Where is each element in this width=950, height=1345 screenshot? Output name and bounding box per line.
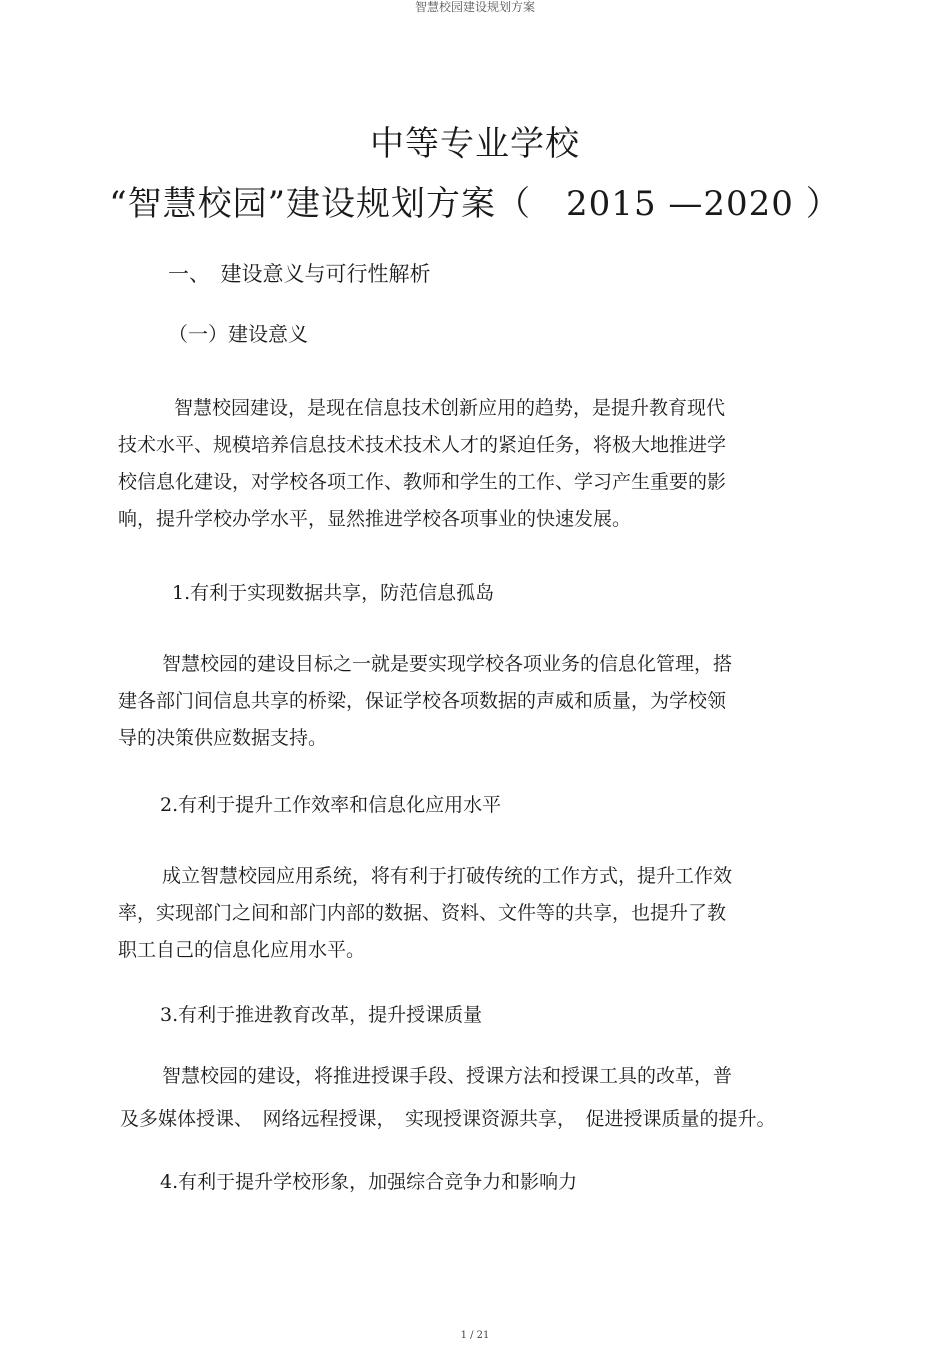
page-number: 1 / 21 <box>460 1330 490 1341</box>
paragraph-line: 智慧校园建设，是现在信息技术创新应用的趋势，是提升教育现代 <box>174 397 726 419</box>
section-heading-1: 一、 建设意义与可行性解析 <box>168 262 431 286</box>
paragraph-line: 智慧校园的建设目标之一就是要实现学校各项业务的信息化管理，搭 <box>162 653 733 675</box>
paragraph-line: 及多媒体授课、 网络远程授课， 实现授课资源共享， 促进授课质量的提升。 <box>120 1108 776 1130</box>
paragraph-line: 建各部门间信息共享的桥梁，保证学校各项数据的声威和质量，为学校领 <box>118 690 727 712</box>
paragraph-line: 职工自己的信息化应用水平。 <box>118 939 366 961</box>
document-title-line2: “智慧校园”建设规划方案（ 2015 —2020 ） <box>109 184 841 224</box>
point-heading-4: 4.有利于提升学校形象，加强综合竞争力和影响力 <box>160 1171 578 1193</box>
point-heading-1: 1.有利于实现数据共享，防范信息孤岛 <box>172 582 495 604</box>
point-heading-3: 3.有利于推进教育改革，提升授课质量 <box>160 1004 483 1026</box>
point-paragraph-3 <box>120 1058 840 1138</box>
paragraph-line: 校信息化建设，对学校各项工作、教师和学生的工作、学习产生重要的影 <box>118 471 727 493</box>
paragraph-line: 响，提升学校办学水平，显然推进学校各项事业的快速发展。 <box>118 508 632 530</box>
paragraph-line: 技术水平、规模培养信息技术技术技术人才的紧迫任务，将极大地推进学 <box>118 434 727 456</box>
running-header: 智慧校园建设规划方案 <box>414 0 535 14</box>
paragraph-line: 智慧校园的建设，将推进授课手段、授课方法和授课工具的改革，普 <box>162 1065 733 1087</box>
point-heading-2: 2.有利于提升工作效率和信息化应用水平 <box>160 794 502 816</box>
point-paragraph-2 <box>118 858 808 969</box>
point-paragraph-1 <box>118 646 808 757</box>
document-title-line1: 中等专业学校 <box>370 124 580 164</box>
paragraph-line: 成立智慧校园应用系统，将有利于打破传统的工作方式，提升工作效 <box>162 865 733 887</box>
intro-paragraph <box>118 390 808 538</box>
paragraph-line: 率，实现部门之间和部门内部的数据、资料、文件等的共享，也提升了教 <box>118 902 727 924</box>
paragraph-line: 导的决策供应数据支持。 <box>118 727 328 749</box>
subsection-heading-1: （一）建设意义 <box>168 322 308 346</box>
